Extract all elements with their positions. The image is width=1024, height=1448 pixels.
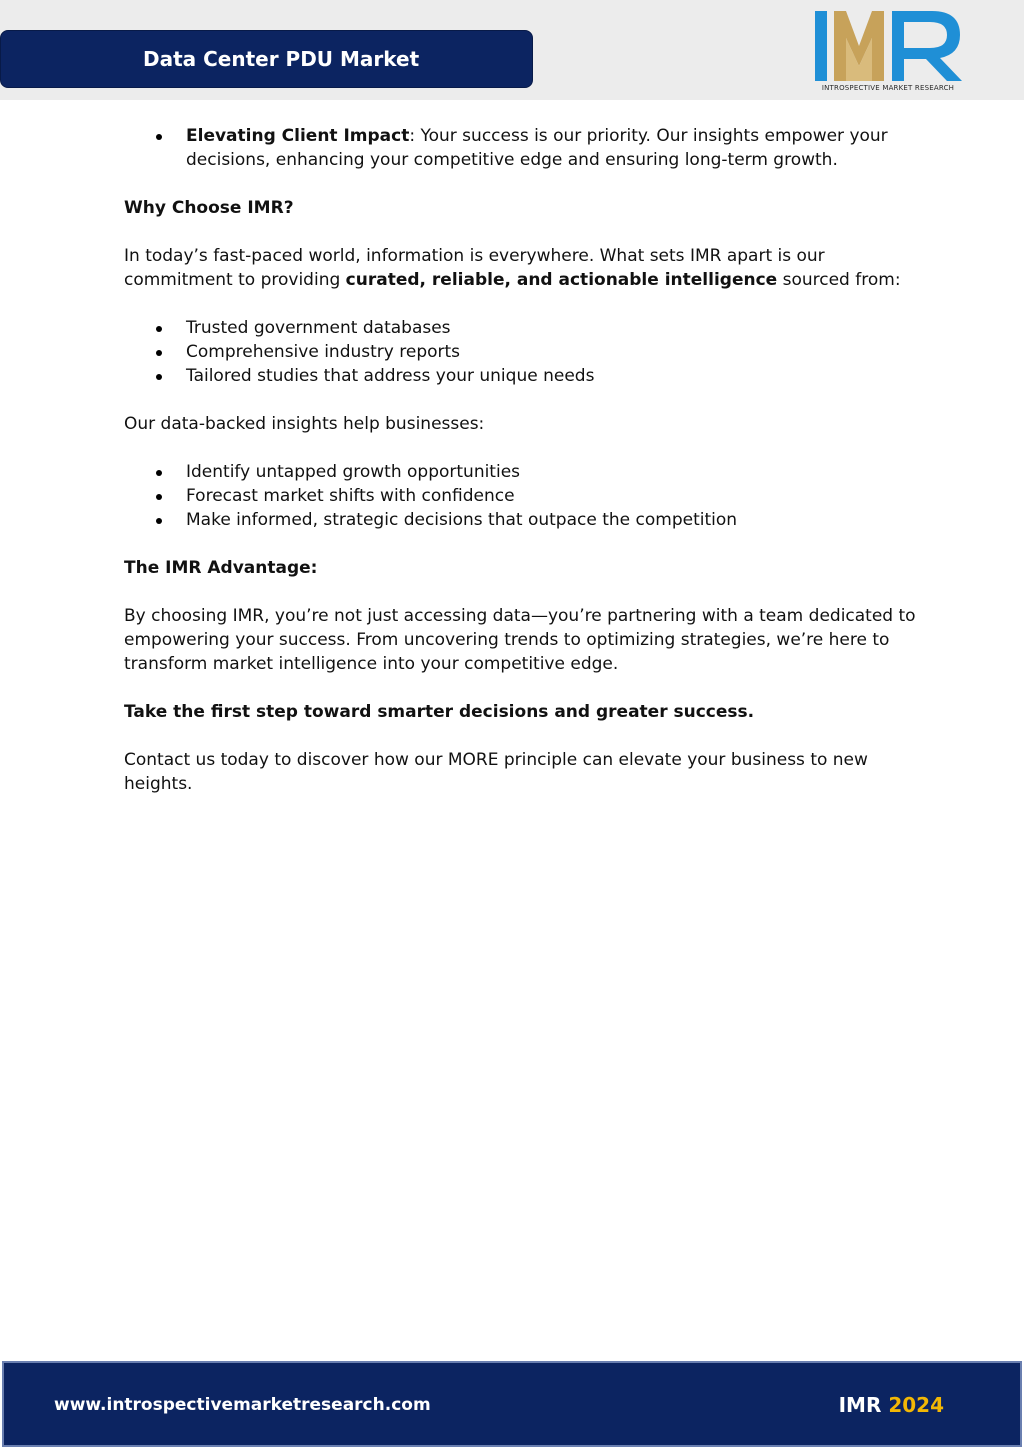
imr-logo [812,8,964,96]
list-item: Trusted government databases [124,316,924,340]
footer-year: 2024 [888,1393,944,1417]
logo-caption: INTROSPECTIVE MARKET RESEARCH [821,84,955,92]
sources-list [124,316,924,388]
document-body [124,124,924,820]
why-heading: Why Choose IMR? [124,198,294,218]
list-item: Forecast market shifts with confidence [124,484,924,508]
page-footer [2,1361,1022,1447]
bullet-bold-label: Elevating Client Impact [186,126,410,146]
imr-logo-mark [812,8,964,82]
why-para-end: sourced from: [777,270,901,290]
list-item: Comprehensive industry reports [124,340,924,364]
document-title: Data Center PDU Market [143,47,420,71]
cta-paragraph: Contact us today to discover how our MORE principle can elevate your business to new heights. [124,750,868,794]
list-item [124,124,924,172]
footer-brand: IMR [838,1393,882,1417]
list-item: Identify untapped growth opportunities [124,460,924,484]
why-paragraph [124,244,924,292]
why-para-bold: curated, reliable, and actionable intelligence [345,270,778,290]
cta-heading: Take the first step toward smarter decisions and greater success. [124,702,755,722]
document-title-banner [0,30,533,88]
footer-brand-year [839,1393,944,1417]
list-item: Make informed, strategic decisions that outpace the competition [124,508,924,532]
advantage-heading: The IMR Advantage: [124,558,318,578]
intro-bullet-list [124,124,924,172]
insights-intro: Our data-backed insights help businesses: [124,414,485,434]
advantage-paragraph: By choosing IMR, you’re not just accessing data—you’re partnering with a team dedicated to empowering your success. From uncovering trends to optimizing strategies, we’re here to transform market intelligence into your competitive edge. [124,606,916,674]
insights-list [124,460,924,532]
list-item: Tailored studies that address your unique needs [124,364,924,388]
bullet-text: : Your success is our priority. Our insights empower your decisions, enhancing your competitive edge and ensuring long-term growth. [186,126,888,170]
website-link[interactable]: www.introspectivemarketresearch.com [54,1395,431,1415]
why-para-start: In today’s fast-paced world, information is everywhere. What sets IMR apart is our commitment to providing [124,246,825,290]
